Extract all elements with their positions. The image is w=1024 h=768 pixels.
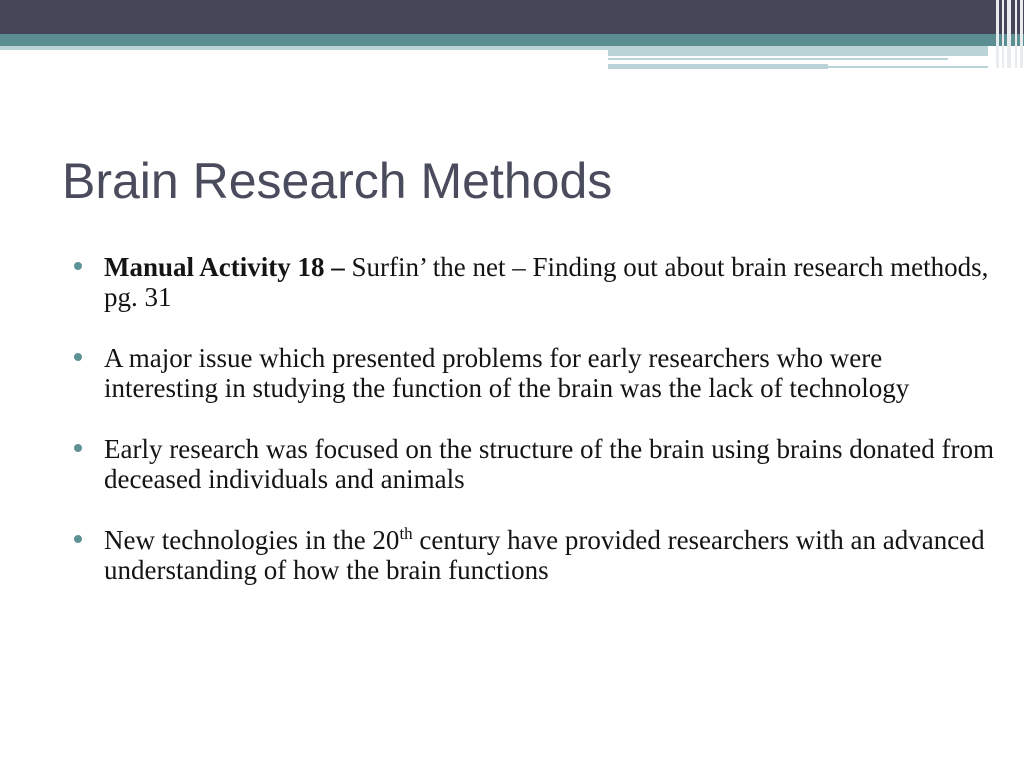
bullet-text <box>104 525 994 585</box>
bullet-item <box>74 252 994 312</box>
header-stripes <box>994 0 1024 68</box>
header-teal-band <box>0 34 1024 46</box>
bullet-icon <box>74 444 82 452</box>
header-light-band-right <box>608 46 988 56</box>
bullet-icon <box>74 262 82 270</box>
bullet-bold-text: Manual Activity 18 – <box>104 252 345 282</box>
bullet-icon <box>74 535 82 543</box>
header-dark-band <box>0 0 1024 34</box>
header-light-band <box>0 46 608 50</box>
slide-title: Brain Research Methods <box>62 153 613 209</box>
header-decor-line <box>608 58 948 60</box>
header-decor-line <box>608 64 828 69</box>
bullet-text-after: century have provided researchers with an advanced understanding of how the brain functions <box>104 525 985 585</box>
bullet-text: A major issue which presented problems for early researchers who were interesting in studying the function of the brain was the lack of technology <box>104 343 910 403</box>
bullet-plain-text: Surfin’ the net – Finding out about brain research methods, pg. 31 <box>104 252 989 312</box>
header-decor-line <box>826 66 988 68</box>
bullet-text: Early research was focused on the structure of the brain using brains donated from deceased individuals and animals <box>104 434 994 494</box>
bullet-superscript: th <box>399 524 413 543</box>
bullet-text <box>104 252 994 312</box>
bullet-text-before: New technologies in the 20 <box>104 525 400 555</box>
bullet-item <box>74 434 994 494</box>
bullet-item <box>74 343 994 403</box>
bullet-item <box>74 525 994 585</box>
bullet-list <box>74 252 994 616</box>
bullet-icon <box>74 353 82 361</box>
